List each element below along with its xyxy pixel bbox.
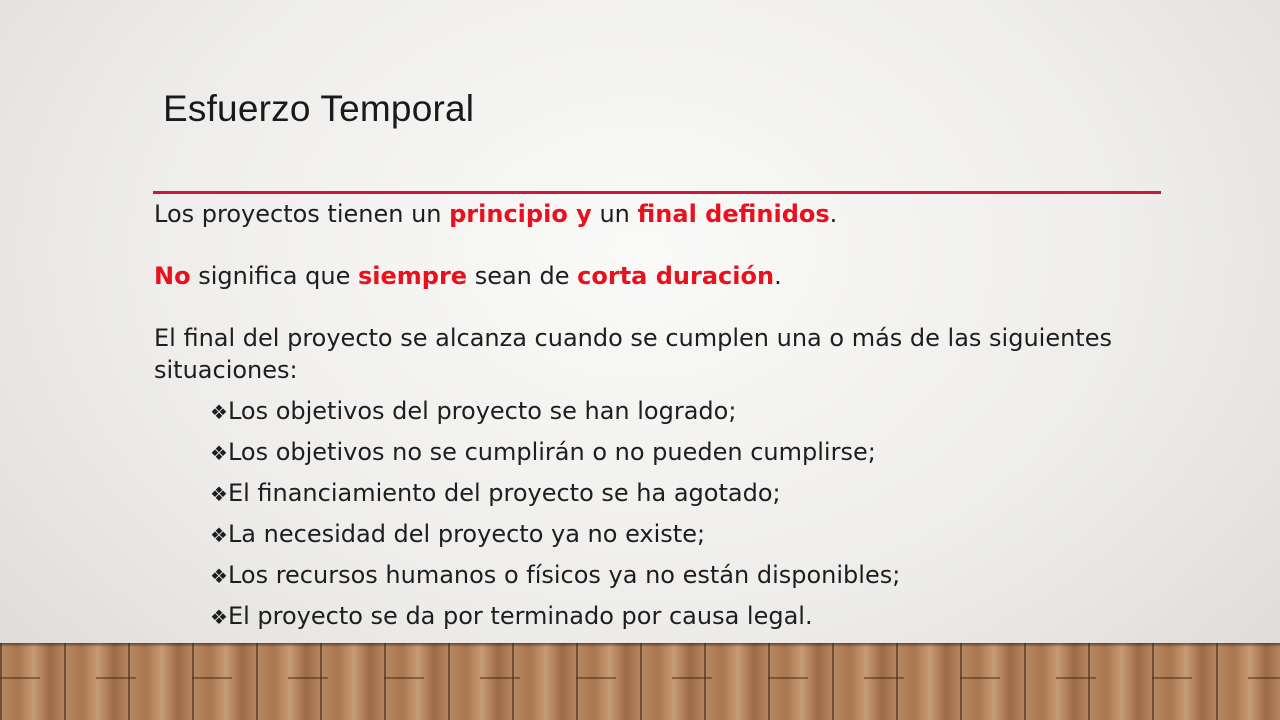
spacer [154,292,1244,322]
text: un [591,200,638,228]
list-item [210,596,1244,637]
text: situaciones: [154,356,298,384]
text: . [774,262,782,290]
conditions-list [210,391,1244,637]
diamond-bullet-icon: ❖ [210,400,228,424]
list-item-text: Los objetivos no se cumplirán o no pueden cumplirse; [227,438,876,466]
diamond-bullet-icon: ❖ [210,523,228,547]
list-item [210,555,1244,596]
paragraph-end-conditions [154,322,1244,386]
spacer [154,230,1244,260]
title-divider [153,191,1161,194]
list-item [210,432,1244,473]
text: sean de [467,262,578,290]
text: . [829,200,838,228]
highlight: final definidos [637,200,830,228]
wood-floor-background [0,643,1280,720]
diamond-bullet-icon: ❖ [210,605,228,629]
text: El final del proyecto se alcanza cuando se cumplen una o más de las siguientes [154,324,1112,352]
list-item-text: La necesidad del proyecto ya no existe; [227,520,706,548]
diamond-bullet-icon: ❖ [210,441,228,465]
slide-title: Esfuerzo Temporal [163,88,475,129]
list-item-text: El financiamiento del proyecto se ha agotado; [227,479,781,507]
diamond-bullet-icon: ❖ [210,482,228,506]
paragraph-start-end [154,198,1244,230]
text: significa que [190,262,358,290]
list-item [210,514,1244,555]
highlight: siempre [357,262,468,290]
highlight: corta duración [577,262,775,290]
highlight: principio y [449,200,592,228]
paragraph-duration [154,260,1244,292]
slide-body [154,198,1244,637]
text: Los proyectos tienen un [154,200,450,228]
list-item-text: Los recursos humanos o físicos ya no están disponibles; [227,561,901,589]
list-item [210,391,1244,432]
list-item-text: El proyecto se da por terminado por causa legal. [227,602,813,630]
list-item-text: Los objetivos del proyecto se han logrado; [227,397,737,425]
diamond-bullet-icon: ❖ [210,564,228,588]
list-item [210,473,1244,514]
highlight: No [154,262,191,290]
